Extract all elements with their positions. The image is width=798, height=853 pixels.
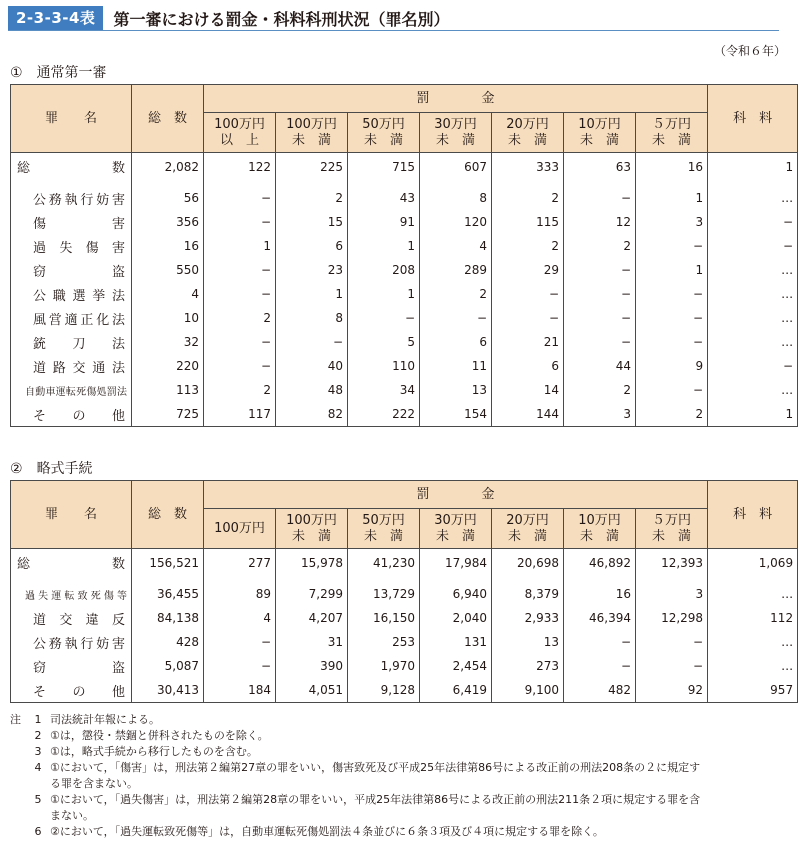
table-row xyxy=(11,330,798,354)
value-cell: … xyxy=(708,378,798,402)
value-cell: 56 xyxy=(132,186,204,210)
value-cell: 9,128 xyxy=(348,678,420,703)
value-cell: 225 xyxy=(276,153,348,181)
value-cell: 715 xyxy=(348,153,420,181)
header-total: 総 数 xyxy=(132,85,204,153)
note-line xyxy=(10,744,780,760)
header-fine-bracket-line1: ５万円 xyxy=(652,116,692,132)
value-cell: 4 xyxy=(132,282,204,306)
header-fine-bracket xyxy=(564,113,636,153)
value-cell: 44 xyxy=(564,354,636,378)
header-fine-bracket xyxy=(204,509,276,549)
value-cell: 117 xyxy=(204,402,276,427)
value-cell: 32 xyxy=(132,330,204,354)
header-fine-bracket-line1: 100万円 xyxy=(286,116,337,132)
section-number: ① xyxy=(10,65,23,81)
crime-name-cell: 総数 xyxy=(11,153,132,181)
value-cell: … xyxy=(708,282,798,306)
value-cell: − xyxy=(276,330,348,354)
table-ordinary-first-instance xyxy=(10,84,798,427)
note-text: ①は，懲役・禁錮と併科されたものを除く。 xyxy=(50,729,269,742)
value-cell: 6 xyxy=(276,234,348,258)
note-text: 司法統計年報による。 xyxy=(50,713,160,726)
header-crime-name: 罪 名 xyxy=(11,85,132,153)
value-cell: 112 xyxy=(708,606,798,630)
notes xyxy=(10,712,780,840)
header-fine-bracket-line2: 以 上 xyxy=(219,132,259,148)
value-cell: 1 xyxy=(636,258,708,282)
value-cell: 2 xyxy=(636,402,708,427)
value-cell: 7,299 xyxy=(276,582,348,606)
value-cell: − xyxy=(564,282,636,306)
value-cell: − xyxy=(708,234,798,258)
header-total: 総 数 xyxy=(132,481,204,549)
table-row xyxy=(11,234,798,258)
header-fine-bracket xyxy=(204,113,276,153)
header-fine-bracket-line1: 30万円 xyxy=(434,116,477,132)
header-fine-bracket-line2: 未 満 xyxy=(291,528,331,544)
note-label: 注 xyxy=(10,713,21,726)
value-cell: 2,040 xyxy=(420,606,492,630)
table-row xyxy=(11,654,798,678)
value-cell: 3 xyxy=(636,582,708,606)
value-cell: − xyxy=(708,354,798,378)
value-cell: … xyxy=(708,330,798,354)
value-cell: 2,082 xyxy=(132,153,204,181)
table-row xyxy=(11,258,798,282)
value-cell: 333 xyxy=(492,153,564,181)
crime-name-cell: その他 xyxy=(11,678,132,703)
value-cell: … xyxy=(708,630,798,654)
note-label xyxy=(10,760,26,776)
header-fine-bracket-line2: 未 満 xyxy=(435,132,475,148)
header-fine-bracket-line2: 未 満 xyxy=(363,132,403,148)
crime-name-cell: 窃盗 xyxy=(11,258,132,282)
value-cell: 428 xyxy=(132,630,204,654)
header-fine-bracket xyxy=(276,113,348,153)
value-cell: 31 xyxy=(276,630,348,654)
crime-name-cell: 傷害 xyxy=(11,210,132,234)
note-text: ①は，略式手続から移行したものを含む。 xyxy=(50,745,258,758)
header-fine-bracket-line2: 未 満 xyxy=(363,528,403,544)
value-cell: 4 xyxy=(420,234,492,258)
section-title: 通常第一審 xyxy=(36,65,107,81)
value-cell: 10 xyxy=(132,306,204,330)
header-fine-bracket-line2: 未 満 xyxy=(579,132,619,148)
table-row xyxy=(11,282,798,306)
header-fine-bracket xyxy=(348,113,420,153)
crime-name-cell: 公務執行妨害 xyxy=(11,186,132,210)
value-cell: 3 xyxy=(564,402,636,427)
value-cell: − xyxy=(636,654,708,678)
table-number-tag: 2-3-3-4表 xyxy=(8,6,103,30)
header-fine-bracket xyxy=(420,113,492,153)
value-cell: 29 xyxy=(492,258,564,282)
value-cell: 6,419 xyxy=(420,678,492,703)
value-cell: 63 xyxy=(564,153,636,181)
note-number: 1 xyxy=(34,713,42,726)
value-cell: 131 xyxy=(420,630,492,654)
value-cell: 1,970 xyxy=(348,654,420,678)
note-text: ①において，「過失傷害」は，刑法第２編第28章の罪をいい，平成25年法律第86号による改正前の刑法211条２項に規定する罪を含 xyxy=(50,793,701,806)
value-cell: 23 xyxy=(276,258,348,282)
header-fine-bracket-line2: 未 満 xyxy=(579,528,619,544)
value-cell: 14 xyxy=(492,378,564,402)
value-cell: 21 xyxy=(492,330,564,354)
value-cell: − xyxy=(564,330,636,354)
crime-name-cell: 自動車運転死傷処罰法 xyxy=(11,378,132,402)
value-cell: 277 xyxy=(204,549,276,577)
note-line: まない。 xyxy=(50,809,94,822)
value-cell: − xyxy=(204,330,276,354)
value-cell: 356 xyxy=(132,210,204,234)
value-cell: 8 xyxy=(276,306,348,330)
value-cell: 13,729 xyxy=(348,582,420,606)
value-cell: − xyxy=(636,306,708,330)
crime-name-cell: 公職選挙法 xyxy=(11,282,132,306)
note-label xyxy=(10,824,26,840)
value-cell: − xyxy=(564,258,636,282)
value-cell: − xyxy=(564,630,636,654)
table-row xyxy=(11,378,798,402)
value-cell: 390 xyxy=(276,654,348,678)
note-text: ①において，「傷害」は，刑法第２編第27章の罪をいい，傷害致死及び平成25年法律第86号による改正前の刑法208条の２に規定す xyxy=(50,761,701,774)
note-number: 6 xyxy=(34,825,42,838)
value-cell: − xyxy=(204,630,276,654)
value-cell: 46,394 xyxy=(564,606,636,630)
header-minor-fine: 科 料 xyxy=(708,481,798,549)
header-fine-bracket xyxy=(348,509,420,549)
crime-name-cell: 公務執行妨害 xyxy=(11,630,132,654)
value-cell: 2 xyxy=(492,186,564,210)
note-label xyxy=(10,728,26,744)
header-fine-bracket-line1: 10万円 xyxy=(578,116,621,132)
note-number: 5 xyxy=(34,793,42,806)
note-line xyxy=(10,760,780,776)
value-cell: 36,455 xyxy=(132,582,204,606)
value-cell: 607 xyxy=(420,153,492,181)
value-cell: 13 xyxy=(492,630,564,654)
header-fine: 罰 金 xyxy=(204,481,708,509)
value-cell: − xyxy=(348,306,420,330)
value-cell: 8 xyxy=(420,186,492,210)
value-cell: − xyxy=(564,186,636,210)
value-cell: 2 xyxy=(564,378,636,402)
value-cell: − xyxy=(204,354,276,378)
value-cell: − xyxy=(636,378,708,402)
value-cell: 2,454 xyxy=(420,654,492,678)
value-cell: 2 xyxy=(276,186,348,210)
note-line xyxy=(10,824,780,840)
crime-name-cell: 過失傷害 xyxy=(11,234,132,258)
header-minor-fine: 科 料 xyxy=(708,85,798,153)
section-number: ② xyxy=(10,461,23,477)
section-heading-2 xyxy=(10,458,93,478)
header-crime-name: 罪 名 xyxy=(11,481,132,549)
note-line xyxy=(10,728,780,744)
value-cell: 550 xyxy=(132,258,204,282)
value-cell: 82 xyxy=(276,402,348,427)
value-cell: − xyxy=(636,630,708,654)
value-cell: − xyxy=(204,186,276,210)
header-fine-bracket-line2: 未 満 xyxy=(507,132,547,148)
value-cell: … xyxy=(708,654,798,678)
value-cell: 12,298 xyxy=(636,606,708,630)
value-cell: 208 xyxy=(348,258,420,282)
value-cell: 154 xyxy=(420,402,492,427)
value-cell: 16 xyxy=(132,234,204,258)
value-cell: 6,940 xyxy=(420,582,492,606)
value-cell: 6 xyxy=(492,354,564,378)
value-cell: 725 xyxy=(132,402,204,427)
value-cell: 9,100 xyxy=(492,678,564,703)
crime-name-cell: 道交違反 xyxy=(11,606,132,630)
header-fine-bracket-line1: 10万円 xyxy=(578,512,621,528)
value-cell: 273 xyxy=(492,654,564,678)
crime-name-cell: 道路交通法 xyxy=(11,354,132,378)
crime-name-cell: 銃刀法 xyxy=(11,330,132,354)
value-cell: − xyxy=(204,282,276,306)
value-cell: 15 xyxy=(276,210,348,234)
header-fine-bracket-line2: 未 満 xyxy=(507,528,547,544)
header-fine-bracket-line1: ５万円 xyxy=(652,512,692,528)
header-fine-bracket xyxy=(276,509,348,549)
value-cell: − xyxy=(420,306,492,330)
value-cell: … xyxy=(708,582,798,606)
value-cell: 289 xyxy=(420,258,492,282)
header-fine-bracket xyxy=(492,509,564,549)
value-cell: 17,984 xyxy=(420,549,492,577)
value-cell: … xyxy=(708,306,798,330)
value-cell: 9 xyxy=(636,354,708,378)
value-cell: 11 xyxy=(420,354,492,378)
table-row xyxy=(11,354,798,378)
value-cell: 1 xyxy=(708,153,798,181)
value-cell: 2,933 xyxy=(492,606,564,630)
value-cell: … xyxy=(708,186,798,210)
value-cell: … xyxy=(708,258,798,282)
note-label xyxy=(10,792,26,808)
value-cell: − xyxy=(636,330,708,354)
value-cell: 16 xyxy=(564,582,636,606)
title-bar xyxy=(8,6,779,31)
value-cell: 4,207 xyxy=(276,606,348,630)
value-cell: 43 xyxy=(348,186,420,210)
value-cell: 253 xyxy=(348,630,420,654)
value-cell: 6 xyxy=(420,330,492,354)
value-cell: 110 xyxy=(348,354,420,378)
value-cell: 84,138 xyxy=(132,606,204,630)
note-number: 4 xyxy=(34,761,42,774)
crime-name-cell: その他 xyxy=(11,402,132,427)
header-fine-bracket-line1: 30万円 xyxy=(434,512,477,528)
value-cell: 1 xyxy=(276,282,348,306)
value-cell: 46,892 xyxy=(564,549,636,577)
value-cell: 2 xyxy=(420,282,492,306)
value-cell: 13 xyxy=(420,378,492,402)
note-text: ②において，「過失運転致死傷等」は，自動車運転死傷処罰法４条並びに６条３項及び４項に規定する罪を除く。 xyxy=(50,825,604,838)
note-line xyxy=(10,712,780,728)
value-cell: 20,698 xyxy=(492,549,564,577)
value-cell: 16,150 xyxy=(348,606,420,630)
value-cell: 2 xyxy=(564,234,636,258)
crime-name-cell: 過失運転致死傷等 xyxy=(11,582,132,606)
value-cell: 89 xyxy=(204,582,276,606)
header-fine-bracket xyxy=(636,509,708,549)
value-cell: − xyxy=(204,258,276,282)
value-cell: 91 xyxy=(348,210,420,234)
value-cell: 115 xyxy=(492,210,564,234)
value-cell: 222 xyxy=(348,402,420,427)
value-cell: 184 xyxy=(204,678,276,703)
value-cell: 5 xyxy=(348,330,420,354)
table-row xyxy=(11,606,798,630)
value-cell: 30,413 xyxy=(132,678,204,703)
value-cell: 1 xyxy=(636,186,708,210)
value-cell: 40 xyxy=(276,354,348,378)
header-fine-bracket-line2: 未 満 xyxy=(652,132,692,148)
value-cell: − xyxy=(564,306,636,330)
header-fine-bracket-line1: 50万円 xyxy=(362,512,405,528)
header-fine-bracket-line2: 未 満 xyxy=(652,528,692,544)
value-cell: 122 xyxy=(204,153,276,181)
header-fine: 罰 金 xyxy=(204,85,708,113)
note-number: 3 xyxy=(34,745,42,758)
value-cell: 2 xyxy=(204,306,276,330)
value-cell: 15,978 xyxy=(276,549,348,577)
value-cell: 4 xyxy=(204,606,276,630)
value-cell: 220 xyxy=(132,354,204,378)
table-row xyxy=(11,153,798,181)
value-cell: − xyxy=(204,654,276,678)
value-cell: − xyxy=(636,234,708,258)
value-cell: 144 xyxy=(492,402,564,427)
value-cell: 1,069 xyxy=(708,549,798,577)
value-cell: 12,393 xyxy=(636,549,708,577)
note-line: る罪を含まない。 xyxy=(50,777,138,790)
header-fine-bracket-line2: 未 満 xyxy=(291,132,331,148)
value-cell: 12 xyxy=(564,210,636,234)
value-cell: − xyxy=(204,210,276,234)
crime-name-cell: 風営適正化法 xyxy=(11,306,132,330)
header-fine-bracket xyxy=(636,113,708,153)
header-fine-bracket xyxy=(492,113,564,153)
header-fine-bracket-line1: 100万円 xyxy=(214,520,265,536)
table-summary-procedure xyxy=(10,480,798,703)
table-row xyxy=(11,186,798,210)
table-row xyxy=(11,630,798,654)
value-cell: − xyxy=(564,654,636,678)
header-fine-bracket-line1: 20万円 xyxy=(506,116,549,132)
note-label xyxy=(10,744,26,760)
value-cell: − xyxy=(492,306,564,330)
value-cell: 92 xyxy=(636,678,708,703)
crime-name-cell: 窃盗 xyxy=(11,654,132,678)
era-label: （令和６年） xyxy=(713,44,786,58)
header-fine-bracket-line2: 未 満 xyxy=(435,528,475,544)
note-number: 2 xyxy=(34,729,42,742)
value-cell: 8,379 xyxy=(492,582,564,606)
table-row xyxy=(11,582,798,606)
value-cell: 2 xyxy=(492,234,564,258)
value-cell: 3 xyxy=(636,210,708,234)
value-cell: 1 xyxy=(348,282,420,306)
header-fine-bracket-line1: 100万円 xyxy=(286,512,337,528)
value-cell: − xyxy=(636,282,708,306)
value-cell: 34 xyxy=(348,378,420,402)
value-cell: 156,521 xyxy=(132,549,204,577)
table-row xyxy=(11,306,798,330)
value-cell: 5,087 xyxy=(132,654,204,678)
note-line xyxy=(10,792,780,808)
value-cell: 120 xyxy=(420,210,492,234)
crime-name-cell: 総数 xyxy=(11,549,132,577)
section-heading-1 xyxy=(10,62,107,82)
value-cell: 1 xyxy=(204,234,276,258)
header-fine-bracket xyxy=(564,509,636,549)
value-cell: 957 xyxy=(708,678,798,703)
value-cell: 16 xyxy=(636,153,708,181)
value-cell: − xyxy=(708,210,798,234)
value-cell: 1 xyxy=(708,402,798,427)
header-fine-bracket xyxy=(420,509,492,549)
value-cell: 482 xyxy=(564,678,636,703)
table-row xyxy=(11,402,798,427)
table-row xyxy=(11,678,798,703)
table-row xyxy=(11,210,798,234)
value-cell: 4,051 xyxy=(276,678,348,703)
header-fine-bracket-line1: 20万円 xyxy=(506,512,549,528)
section-title: 略式手続 xyxy=(36,461,93,477)
header-fine-bracket-line1: 50万円 xyxy=(362,116,405,132)
value-cell: − xyxy=(492,282,564,306)
table-row xyxy=(11,549,798,577)
header-fine-bracket-line1: 100万円 xyxy=(214,116,265,132)
value-cell: 113 xyxy=(132,378,204,402)
value-cell: 2 xyxy=(204,378,276,402)
value-cell: 41,230 xyxy=(348,549,420,577)
value-cell: 48 xyxy=(276,378,348,402)
value-cell: 1 xyxy=(348,234,420,258)
page-title: 第一審における罰金・科料科刑状況（罪名別） xyxy=(113,9,450,29)
